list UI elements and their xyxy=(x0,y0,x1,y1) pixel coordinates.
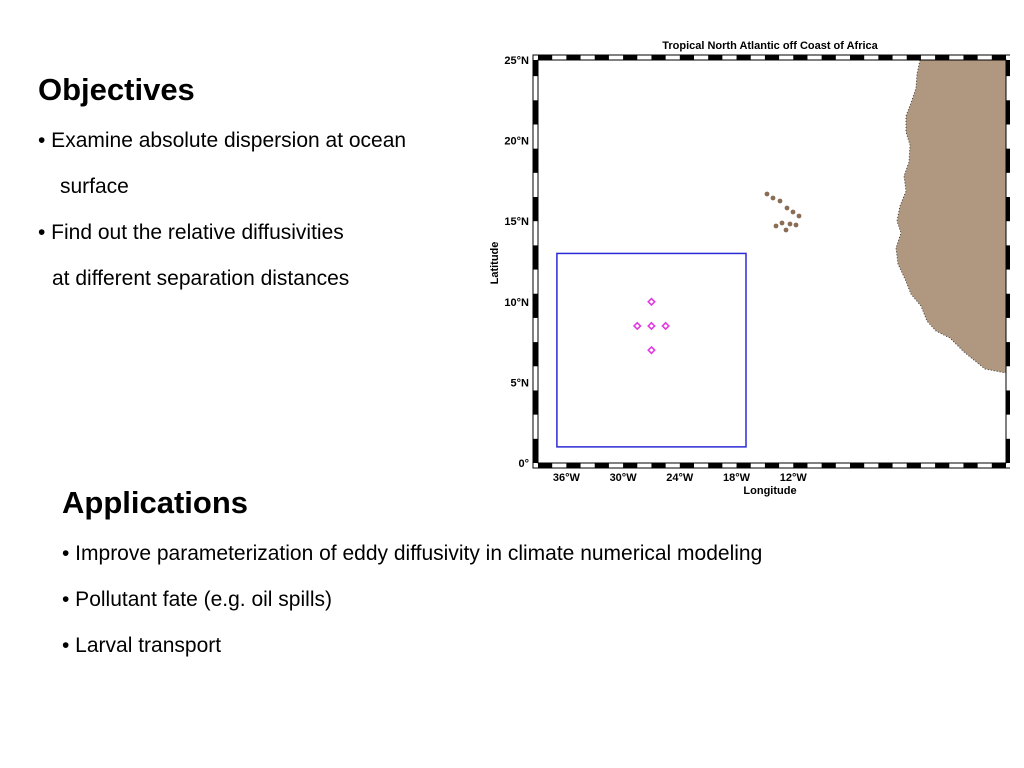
frame-bar-left xyxy=(533,60,538,76)
frame-bar-bottom xyxy=(963,463,977,468)
frame-bar-top xyxy=(566,55,580,60)
frame-bar-left xyxy=(533,294,538,318)
island-3 xyxy=(778,199,783,204)
frame-bar-right xyxy=(1006,149,1010,173)
x-tick-label: 36°W xyxy=(552,472,580,484)
island-11 xyxy=(784,228,789,233)
frame-bar-left xyxy=(533,245,538,269)
objective-bullet-2: • Find out the relative diffusivities xyxy=(38,221,344,244)
frame-bar-bottom xyxy=(907,463,921,468)
frame-bar-bottom xyxy=(737,463,751,468)
frame-bar-top xyxy=(737,55,751,60)
y-tick-label: 20°N xyxy=(504,135,529,148)
applications-title: Applications xyxy=(62,485,249,520)
frame-bar-top xyxy=(708,55,722,60)
application-bullet-2: • Pollutant fate (e.g. oil spills) xyxy=(62,588,332,611)
frame-bar-bottom xyxy=(680,463,694,468)
map-title: Tropical North Atlantic off Coast of Africa xyxy=(662,40,878,52)
frame-bar-top xyxy=(651,55,665,60)
frame-bar-top xyxy=(935,55,949,60)
objective-bullet-1-continued: surface xyxy=(60,175,129,198)
island-7 xyxy=(788,222,793,227)
island-4 xyxy=(785,206,790,211)
frame-bar-right xyxy=(1006,100,1010,124)
x-axis-label: Longitude xyxy=(743,485,797,497)
frame-bar-top xyxy=(907,55,921,60)
y-tick-label: 15°N xyxy=(504,216,529,229)
application-bullet-3: • Larval transport xyxy=(62,634,222,657)
objective-bullet-2-continued: at different separation distances xyxy=(52,267,350,290)
frame-bar-bottom xyxy=(878,463,892,468)
y-axis-label: Latitude xyxy=(489,241,501,285)
y-tick-label: 0° xyxy=(518,458,529,470)
frame-bar-bottom xyxy=(822,463,836,468)
frame-bar-bottom xyxy=(850,463,864,468)
frame-bar-left xyxy=(533,390,538,414)
x-tick-label: 24°W xyxy=(666,472,694,484)
frame-bar-bottom xyxy=(793,463,807,468)
frame-bar-right xyxy=(1006,60,1010,76)
frame-bar-bottom xyxy=(708,463,722,468)
island-9 xyxy=(780,221,785,226)
frame-bar-bottom xyxy=(765,463,779,468)
frame-bar-bottom xyxy=(935,463,949,468)
frame-bar-top xyxy=(822,55,836,60)
frame-bar-top xyxy=(850,55,864,60)
x-tick-label: 30°W xyxy=(609,472,637,484)
y-tick-label: 10°N xyxy=(504,296,529,309)
frame-bar-bottom xyxy=(651,463,665,468)
frame-bar-top xyxy=(538,55,552,60)
frame-bar-top xyxy=(595,55,609,60)
objectives-title: Objectives xyxy=(38,72,195,107)
frame-bar-left xyxy=(533,439,538,463)
island-6 xyxy=(797,214,802,219)
frame-bar-right xyxy=(1006,342,1010,366)
frame-bar-left xyxy=(533,342,538,366)
study-area-map xyxy=(480,36,1010,506)
island-2 xyxy=(771,196,776,201)
frame-bar-left xyxy=(533,100,538,124)
frame-bar-top xyxy=(680,55,694,60)
frame-bar-top xyxy=(765,55,779,60)
x-tick-label: 12°W xyxy=(779,472,807,484)
island-5 xyxy=(791,210,796,215)
frame-bar-left xyxy=(533,197,538,221)
frame-bar-top xyxy=(878,55,892,60)
frame-bar-right xyxy=(1006,197,1010,221)
frame-bar-right xyxy=(1006,294,1010,318)
y-tick-label: 5°N xyxy=(510,377,529,390)
longitude-tick-labels xyxy=(553,472,808,484)
frame-bar-right xyxy=(1006,390,1010,414)
frame-bar-top xyxy=(793,55,807,60)
y-tick-label: 25°N xyxy=(504,55,529,67)
frame-bar-bottom xyxy=(992,463,1006,468)
island-8 xyxy=(774,224,779,229)
latitude-tick-labels xyxy=(504,55,529,470)
frame-bar-right xyxy=(1006,439,1010,463)
frame-bar-left xyxy=(533,149,538,173)
frame-bar-bottom xyxy=(538,463,552,468)
application-bullet-1: • Improve parameterization of eddy diffusivity in climate numerical modeling xyxy=(62,542,763,565)
island-10 xyxy=(794,223,799,228)
objective-bullet-1: • Examine absolute dispersion at ocean xyxy=(38,129,407,152)
frame-bar-bottom xyxy=(623,463,637,468)
island-1 xyxy=(765,192,770,197)
frame-bar-top xyxy=(963,55,977,60)
frame-bar-bottom xyxy=(566,463,580,468)
frame-bar-right xyxy=(1006,245,1010,269)
frame-bar-bottom xyxy=(595,463,609,468)
x-tick-label: 18°W xyxy=(723,472,751,484)
frame-bar-top xyxy=(992,55,1006,60)
frame-bar-top xyxy=(623,55,637,60)
